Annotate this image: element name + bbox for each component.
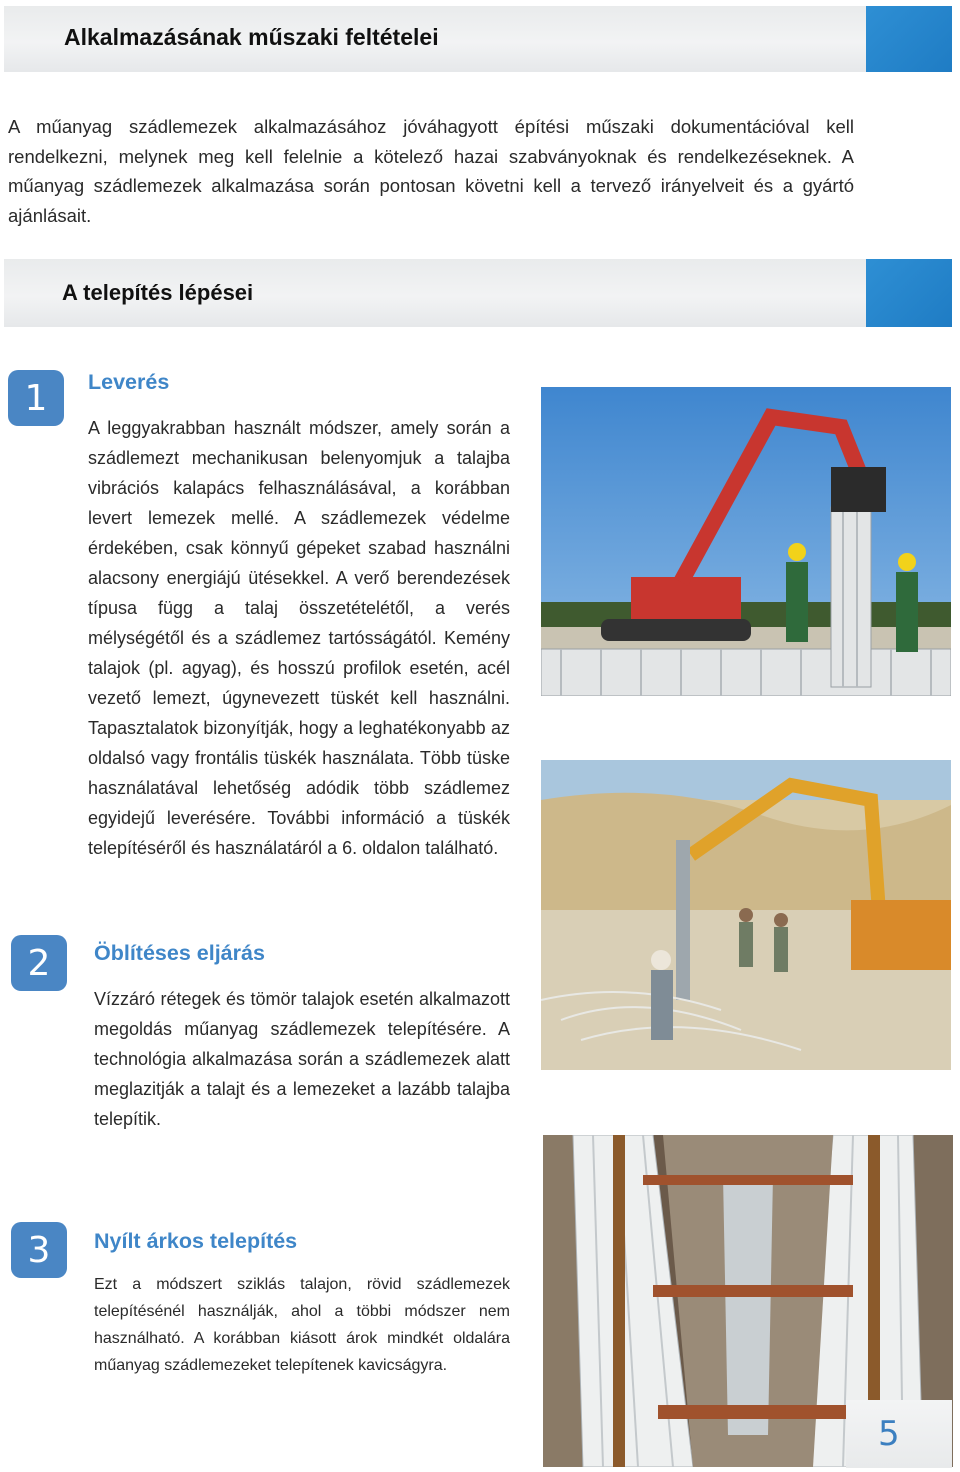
step-3-text: Ezt a módszert sziklás talajon, rövid szádlemezek telepítésénél használják, ahol a többi módszer nem használható. A korábban kiásott árok mindkét oldalára műanyag szádlemezeket telepítenek kavicságyra. xyxy=(94,1276,510,1374)
step-1-badge: 1 xyxy=(8,370,64,426)
step-1-text: A leggyakrabban használt módszer, amely során a szádlemezt mechanikusan belenyomjuk a talajba vibrációs kalapács felhasználásával, a korábban levert lemezek mellé. A szádlemezek védelme érdekében, csak könnyű gépeket szabad használni alacsony energiájú ütésekkel. A verő berendezések típusa függ a talaj összetételétől, a verés mélységétől és a szádlemez tartósságától. Kemény talajok (pl. agyag), és hosszú profilok esetén, acél vezető lemezt, úgynevezett tüskét kell használni. Tapasztalatok bizonyítják, hogy a leghatékonyabb az oldalsó vagy frontális tüskék használata. Több tüske használatával lehetőség adódik több szádlemez egyidejű leverésére. További információ a tüskék telepítéséről és használatáról a 6. oldalon található. xyxy=(88,418,510,858)
step-3-badge: 3 xyxy=(11,1222,67,1278)
step-2-title: Öblítéses eljárás xyxy=(94,941,265,965)
page-title: Alkalmazásának műszaki feltételei xyxy=(64,24,439,50)
intro-paragraph: A műanyag szádlemezek alkalmazásához jóváhagyott építési műszaki dokumentációval kell rendelkezni, melynek meg kell felelnie a kötelező hazai szabványoknak és rendelkezéseknek. A műanyag szádlemezek alkalmazása során pontosan követni kell a tervező irányelveit és a gyártó ajánlásait. xyxy=(8,116,854,226)
step-2-text: Vízzáró rétegek és tömör talajok esetén alkalmazott megoldás műanyag szádlemezek telepítésére. A technológia alkalmazása során a szádlemezek alatt meglazitják a talajt és a lemezeket a lazább talajba telepítik. xyxy=(94,989,510,1129)
page-number: 5 xyxy=(878,1414,900,1454)
section-title: A telepítés lépései xyxy=(62,280,254,305)
step-3-title: Nyílt árkos telepítés xyxy=(94,1229,298,1253)
section-accent-block xyxy=(866,259,952,327)
step-1-title: Leverés xyxy=(88,370,170,394)
photo-pile-driving xyxy=(541,387,951,696)
photo-jetting-method xyxy=(541,760,951,1070)
step-2-badge: 2 xyxy=(11,935,67,991)
header-accent-block xyxy=(866,6,952,72)
